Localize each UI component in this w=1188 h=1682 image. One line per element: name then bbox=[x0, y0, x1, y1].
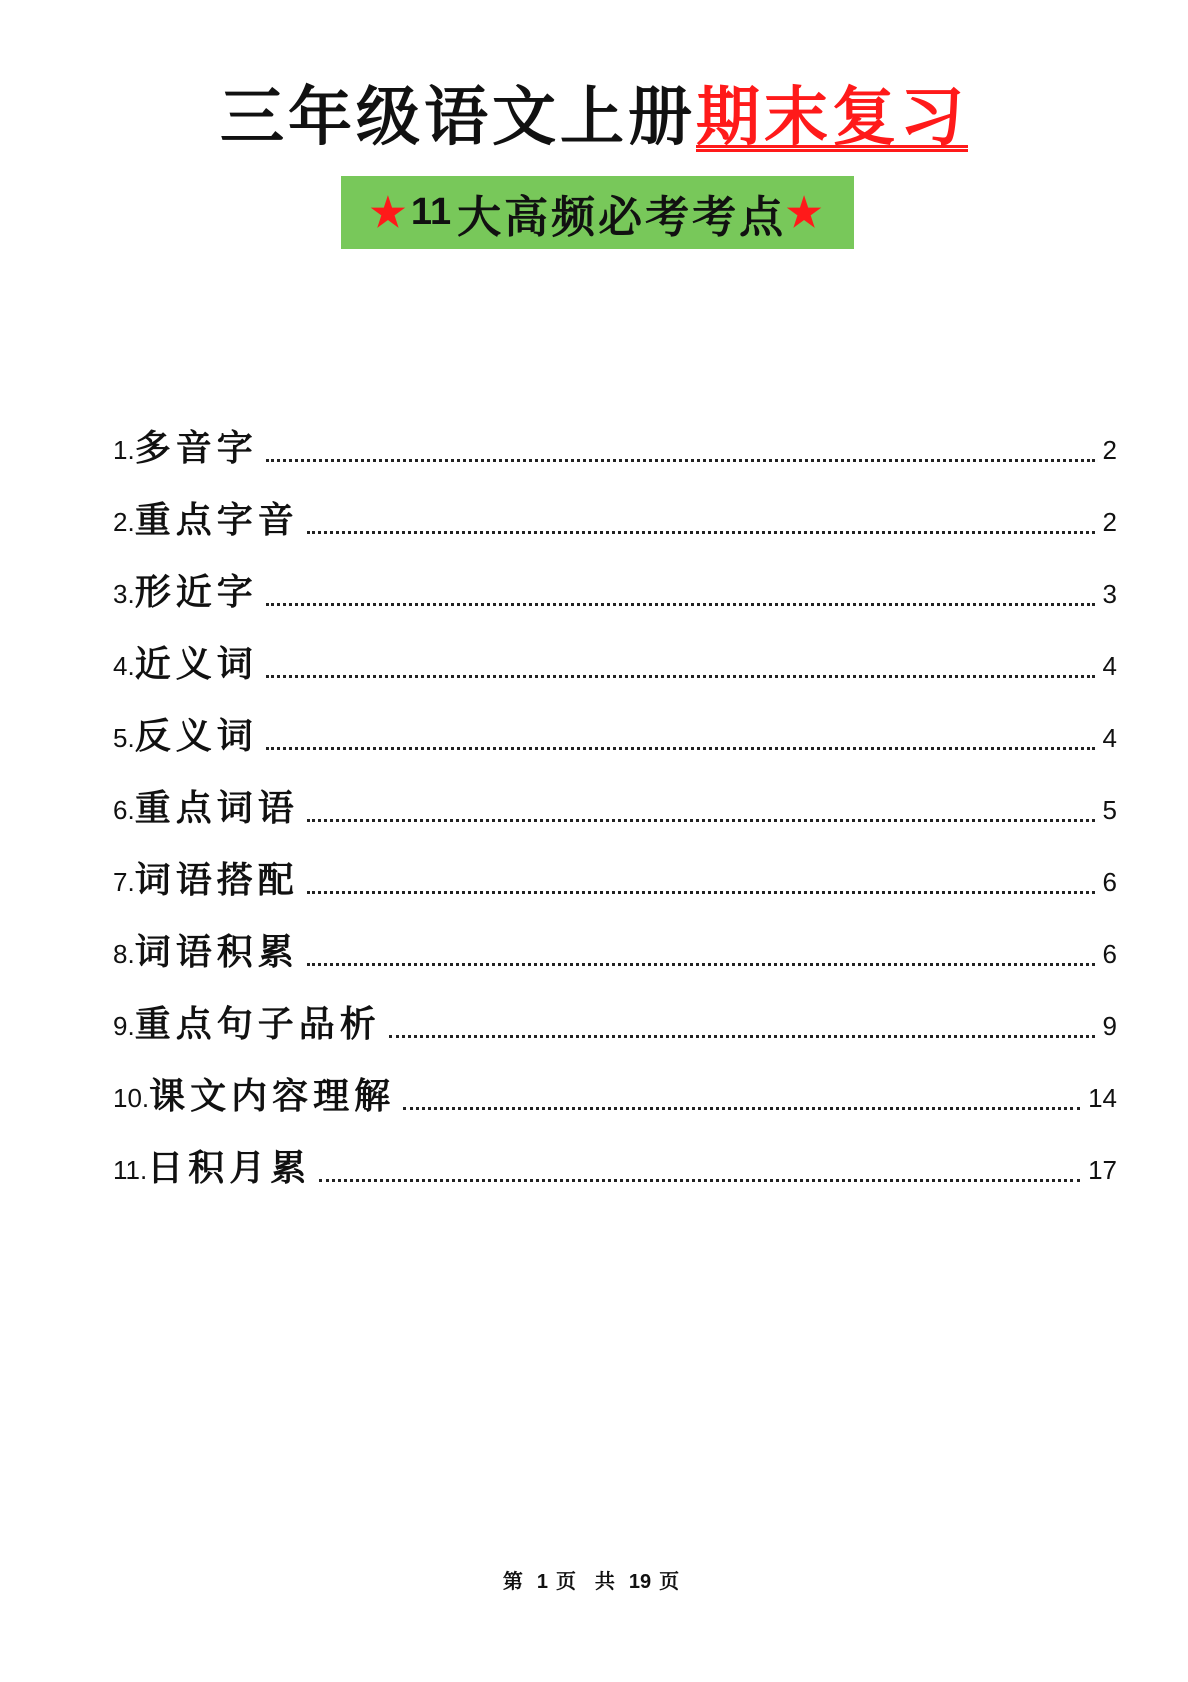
dot-leader bbox=[266, 459, 1095, 462]
toc-number: 4. bbox=[113, 651, 135, 681]
toc-number: 9. bbox=[113, 1011, 135, 1041]
toc-item[interactable] bbox=[113, 758, 1117, 830]
toc-label: 词语积累 bbox=[134, 931, 299, 973]
dot-leader bbox=[389, 1035, 1095, 1038]
toc-page-number: 17 bbox=[1088, 1155, 1117, 1185]
dot-leader bbox=[307, 531, 1095, 534]
toc-page-number: 6 bbox=[1102, 867, 1117, 897]
toc-page-number: 2 bbox=[1102, 507, 1117, 537]
toc-item[interactable] bbox=[113, 974, 1117, 1046]
toc-item[interactable] bbox=[113, 542, 1117, 614]
dot-leader bbox=[266, 747, 1095, 750]
title-highlight: 期末复习 bbox=[696, 80, 968, 155]
toc-page-number: 9 bbox=[1102, 1011, 1117, 1041]
toc-item[interactable] bbox=[113, 470, 1117, 542]
toc-number: 10. bbox=[113, 1083, 150, 1113]
toc-label: 日积月累 bbox=[147, 1147, 312, 1189]
toc-label: 重点句子品析 bbox=[134, 1003, 381, 1045]
page-footer bbox=[0, 1565, 1188, 1594]
toc-number: 8. bbox=[113, 939, 135, 969]
dot-leader bbox=[266, 603, 1095, 606]
dot-leader bbox=[266, 675, 1095, 678]
toc-label: 反义词 bbox=[134, 715, 258, 757]
toc-label: 词语搭配 bbox=[134, 859, 299, 901]
toc-number: 11. bbox=[113, 1155, 148, 1185]
dot-leader bbox=[307, 819, 1095, 822]
toc-label: 重点字音 bbox=[134, 499, 299, 541]
toc-item[interactable] bbox=[113, 614, 1117, 686]
star-icon-left: ★ bbox=[370, 189, 409, 236]
footer-middle: 页 共 bbox=[555, 1569, 621, 1593]
toc-page-number: 4 bbox=[1102, 723, 1117, 753]
toc-page-number: 14 bbox=[1088, 1083, 1117, 1113]
toc-item[interactable] bbox=[113, 1118, 1117, 1190]
footer-total-pages: 19 bbox=[628, 1571, 652, 1593]
toc-label: 重点词语 bbox=[134, 787, 299, 829]
toc-label: 近义词 bbox=[134, 643, 258, 685]
toc-page-number: 2 bbox=[1102, 435, 1117, 465]
banner-number: 11 bbox=[410, 191, 452, 233]
page-title bbox=[0, 78, 1188, 158]
toc-number: 7. bbox=[113, 867, 135, 897]
toc-page-number: 5 bbox=[1102, 795, 1117, 825]
toc-page-number: 6 bbox=[1102, 939, 1117, 969]
title-main: 三年级语文上册 bbox=[220, 80, 696, 155]
toc-item[interactable] bbox=[113, 398, 1117, 470]
footer-current-page: 1 bbox=[536, 1571, 548, 1593]
subtitle-banner bbox=[341, 176, 854, 249]
dot-leader bbox=[403, 1107, 1080, 1110]
banner-text: 大高频必考考点 bbox=[457, 191, 787, 243]
toc-page-number: 3 bbox=[1102, 579, 1117, 609]
footer-suffix: 页 bbox=[659, 1569, 686, 1593]
toc-item[interactable] bbox=[113, 1046, 1117, 1118]
toc-label: 多音字 bbox=[134, 427, 258, 469]
toc-number: 5. bbox=[113, 723, 135, 753]
dot-leader bbox=[319, 1179, 1080, 1182]
toc-label: 形近字 bbox=[134, 571, 258, 613]
dot-leader bbox=[307, 891, 1095, 894]
toc-item[interactable] bbox=[113, 902, 1117, 974]
toc-number: 1. bbox=[113, 435, 135, 465]
star-icon-right: ★ bbox=[786, 189, 825, 236]
toc-page-number: 4 bbox=[1102, 651, 1117, 681]
table-of-contents bbox=[113, 398, 1117, 1190]
footer-prefix: 第 bbox=[502, 1569, 529, 1593]
toc-number: 6. bbox=[113, 795, 135, 825]
dot-leader bbox=[307, 963, 1095, 966]
toc-number: 3. bbox=[113, 579, 135, 609]
toc-item[interactable] bbox=[113, 830, 1117, 902]
toc-number: 2. bbox=[113, 507, 135, 537]
toc-label: 课文内容理解 bbox=[149, 1075, 396, 1117]
toc-item[interactable] bbox=[113, 686, 1117, 758]
